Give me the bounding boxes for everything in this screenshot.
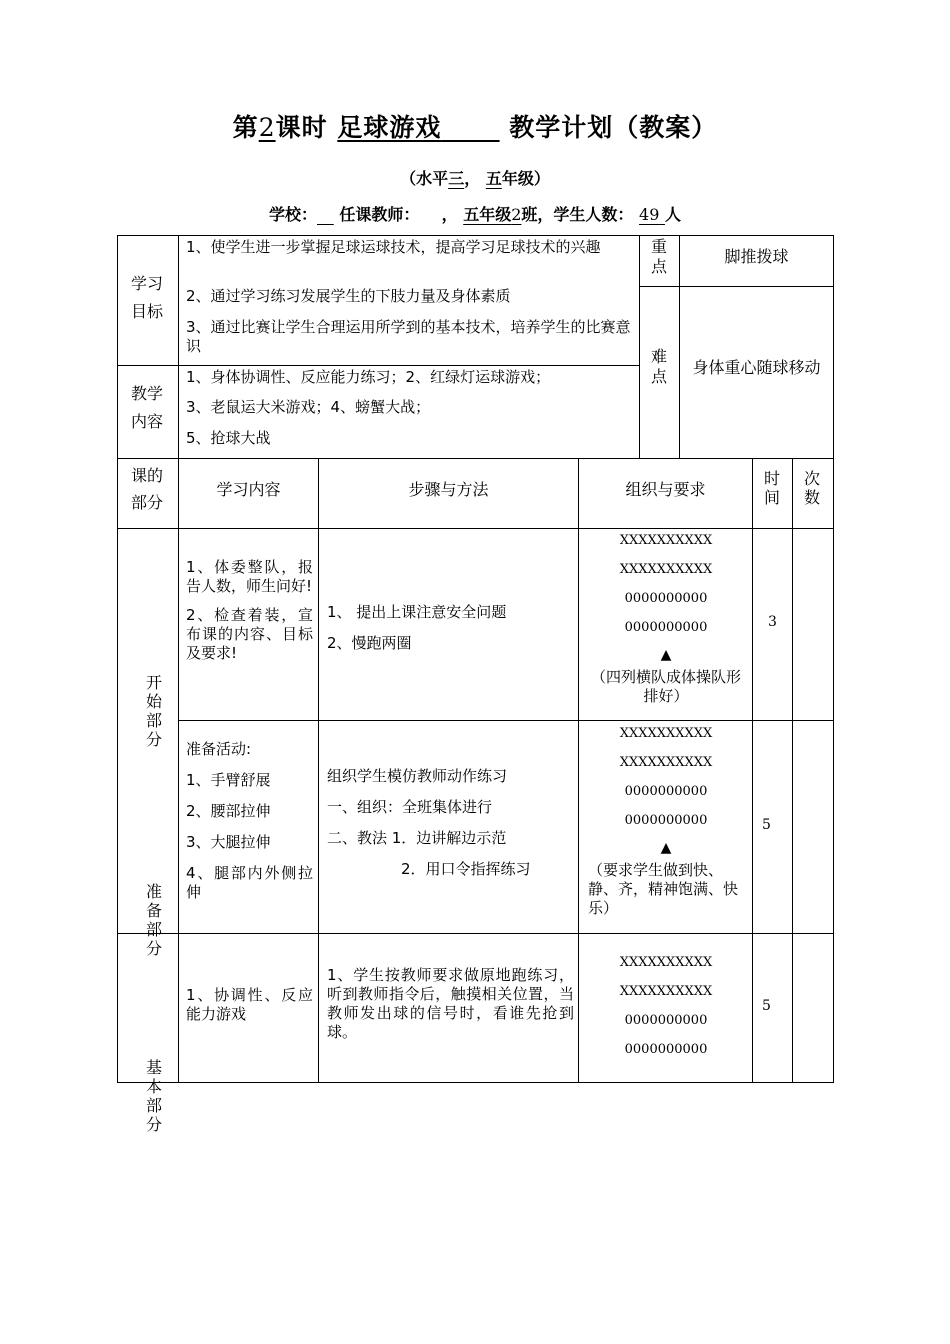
table-border (117, 365, 640, 366)
objective-item: 3、通过比赛让学生合理运用所学到的基本技术，培养学生的比赛意识 (186, 318, 631, 355)
formation-line: 0000000000 (624, 620, 708, 635)
content-line: 5、抢球大战 (186, 429, 271, 447)
row3-time: 5 (762, 998, 771, 1014)
table-border (117, 235, 834, 236)
objective-item: 1、使学生进一步掌握足球运球技术，提高学习足球技术的兴趣 (186, 238, 601, 256)
formation-line: 0000000000 (624, 591, 708, 606)
table-border (679, 235, 680, 458)
row1-time: 3 (768, 614, 777, 630)
row3-organization (580, 948, 752, 1064)
table-border (178, 458, 179, 1083)
page-title: 第2课时 足球游戏 教学计划（教案） (232, 113, 718, 142)
formation-line: 0000000000 (624, 784, 708, 799)
formation-line: 0000000000 (624, 1042, 708, 1057)
organization-note: （四列横队成体操队形排好） (590, 668, 741, 705)
row2-organization (580, 719, 752, 918)
table-border (752, 458, 753, 1083)
table-border (318, 458, 319, 1083)
section-label-prep: 准备部分 (145, 882, 162, 958)
formation-line: XXXXXXXXXX (619, 755, 713, 770)
row2-content: 准备活动: 1、手臂舒展 2、腰部拉伸 3、大腿拉伸 4、腿部内外侧拉伸 (186, 740, 313, 901)
formation-line: 0000000000 (624, 813, 708, 828)
teacher-marker-icon: ▲ (660, 840, 672, 856)
table-border (117, 933, 834, 934)
formation-line: 0000000000 (624, 1013, 708, 1028)
objective-item: 2、通过学习练习发展学生的下肢力量及身体素质 (186, 287, 511, 305)
column-header-organization: 组织与要求 (625, 480, 706, 499)
formation-line: XXXXXXXXXX (619, 984, 713, 999)
key-point-value: 脚推拨球 (724, 247, 789, 266)
table-border (117, 458, 834, 459)
table-border (117, 235, 118, 1083)
formation-line: XXXXXXXXXX (619, 726, 713, 741)
table-border (792, 458, 793, 1083)
column-header-part: 课的部分 (130, 466, 163, 512)
objectives-label: 学习目标 (130, 274, 163, 321)
table-border (578, 458, 579, 1083)
row2-steps: 组织学生模仿教师动作练习 一、组织：全班集体进行 二、教法 1．边讲解边示范 2．用口令指挥练习 (327, 767, 531, 878)
key-point-label: 重点 (650, 237, 667, 276)
table-border (833, 235, 834, 1083)
content-line: 3、老鼠运大米游戏；4、螃蟹大战； (186, 398, 431, 416)
column-header-time: 时间 (763, 469, 780, 507)
section-label-basic: 基本部分 (145, 1058, 162, 1134)
difficulty-label: 难点 (650, 347, 667, 386)
info-line: 学校： 任课教师： ， 五年级2班，学生人数： 49 人 (269, 205, 681, 224)
column-header-steps: 步骤与方法 (408, 480, 489, 499)
row2-time: 5 (762, 817, 771, 833)
column-header-content: 学习内容 (216, 480, 281, 499)
subtitle: （水平三， 五年级） (400, 169, 550, 188)
row1-steps: 1、 提出上课注意安全问题 2、慢跑两圈 (327, 603, 507, 652)
content-line: 1、身体协调性、反应能力练习；2、红绿灯运球游戏； (186, 368, 551, 386)
row1-content: 1、体委整队，报告人数，师生问好! 2、检查着装，宣布课的内容、目标及要求! (186, 558, 313, 662)
content-label: 教学内容 (130, 384, 163, 431)
formation-line: XXXXXXXXXX (619, 955, 713, 970)
formation-line: XXXXXXXXXX (619, 533, 713, 548)
row3-content: 1、协调性、反应能力游戏 (186, 986, 313, 1023)
section-label-start: 开始部分 (145, 673, 162, 749)
teacher-marker-icon: ▲ (660, 647, 672, 663)
formation-line: XXXXXXXXXX (619, 562, 713, 577)
table-border (178, 235, 179, 458)
table-border (639, 286, 834, 287)
topic: 足球游戏 (337, 113, 442, 142)
table-border (639, 235, 640, 458)
table-border (117, 1082, 834, 1083)
row1-organization (580, 526, 752, 706)
difficulty-value: 身体重心随球移动 (692, 358, 821, 377)
column-header-count: 次数 (803, 469, 820, 507)
row3-steps: 1、学生按教师要求做原地跑练习，听到教师指令后，触摸相关位置，当教师发出球的信号时，看谁先抢到球。 (327, 966, 574, 1041)
organization-note: （要求学生做到快、静、齐，精神饱满、快乐） (588, 861, 739, 917)
